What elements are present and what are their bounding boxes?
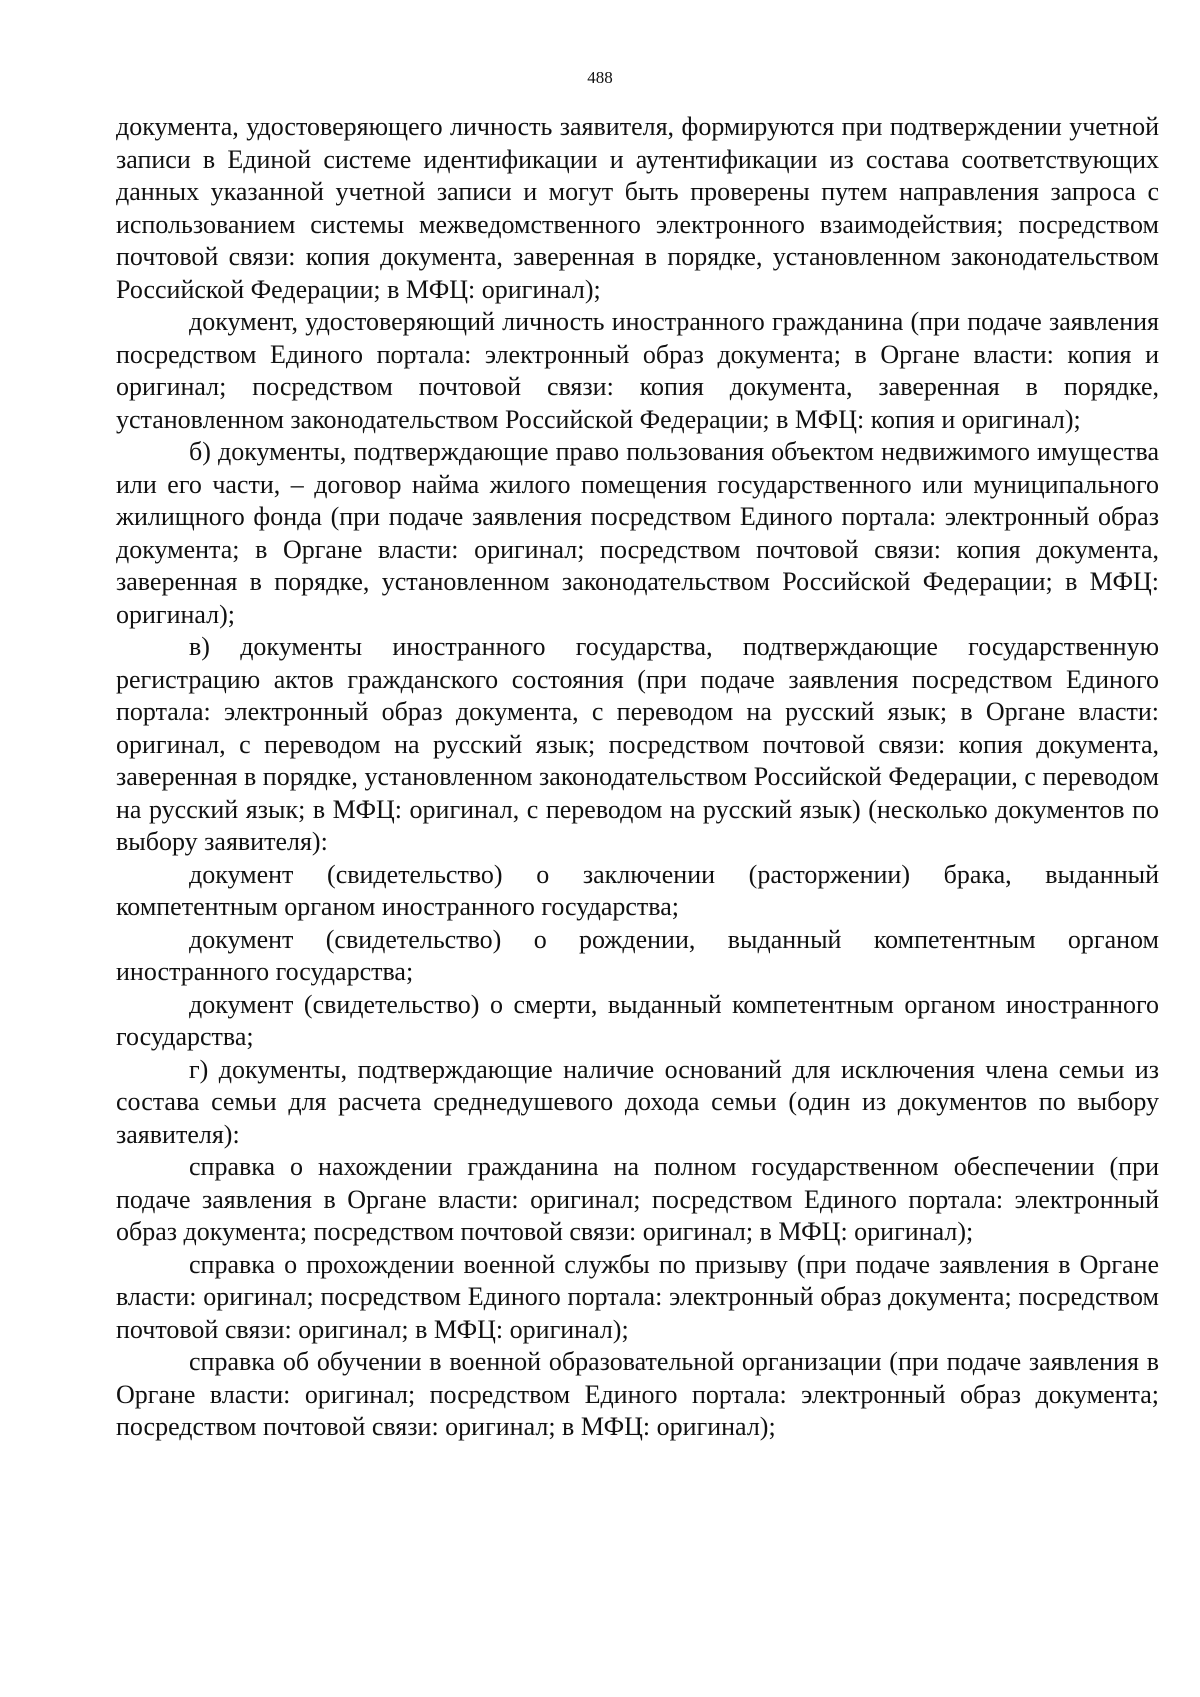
paragraph-military-education-certificate: справка об обучении в военной образовательной организации (при подаче заявления в Органе власти: оригинал; посредством Единого портала: электронный образ документа; посредством почтовой связи: оригинал; в МФЦ: оригинал); [116,1347,1159,1441]
paragraph-item-b-housing-rights: б) документы, подтверждающие право пользования объектом недвижимого имущества или его части, – договор найма жилого помещения государственного или муниципального жилищного фонда (при подаче заявления посредством Единого портала: электронный образ документа; в Органе власти: оригинал; посредством почтовой связи: копия документа, заверенная в порядке, установленном законодательством Российской Федерации; в МФЦ: оригинал); [116,437,1159,629]
paragraph-foreign-citizen-id: документ, удостоверяющий личность иностранного гражданина (при подаче заявления посредством Единого портала: электронный образ документа; в Органе власти: копия и оригинал; посредством почтовой связи: копия документа, заверенная в порядке, установленном законодательством Российской Федерации; в МФЦ: копия и оригинал); [116,307,1159,434]
paragraph-death-certificate: документ (свидетельство) о смерти, выданный компетентным органом иностранного государства; [116,989,1159,1051]
page-number: 488 [587,68,613,87]
paragraph-item-g-family-exclusion: г) документы, подтверждающие наличие оснований для исключения члена семьи из состава семьи для расчета среднедушевого дохода семьи (один из документов по выбору заявителя): [116,1054,1159,1149]
paragraph-state-support-certificate: справка о нахождении гражданина на полном государственном обеспечении (при подаче заявления в Органе власти: оригинал; посредством Единого портала: электронный образ документа; посредством почтовой связи: оригинал; в МФЦ: оригинал); [116,1152,1159,1246]
document-body [116,111,1159,1444]
paragraph-birth-certificate: документ (свидетельство) о рождении, выданный компетентным органом иностранного государства; [116,924,1159,986]
paragraph-marriage-certificate: документ (свидетельство) о заключении (расторжении) брака, выданный компетентным органом иностранного государства; [116,859,1159,921]
paragraph-item-v-foreign-civil-acts: в) документы иностранного государства, подтверждающие государственную регистрацию актов гражданского состояния (при подаче заявления посредством Единого портала: электронный образ документа, с переводом на русский язык; в Органе власти: оригинал, с переводом на русский язык; посредством почтовой связи: копия документа, заверенная в порядке, установленном законодательством Российской Федерации, с переводом на русский язык; в МФЦ: оригинал, с переводом на русский язык) (несколько документов по выбору заявителя): [116,632,1159,856]
paragraph-military-service-certificate: справка о прохождении военной службы по призыву (при подаче заявления в Органе власти: оригинал; посредством Единого портала: электронный образ документа; посредством почтовой связи: оригинал; в МФЦ: оригинал); [116,1249,1159,1344]
paragraph-identity-document-continuation: документа, удостоверяющего личность заявителя, формируются при подтверждении учетной записи в Единой системе идентификации и аутентификации из состава соответствующих данных указанной учетной записи и могут быть проверены путем направления запроса с использованием системы межведомственного электронного взаимодействия; посредством почтовой связи: копия документа, заверенная в порядке, установленном законодательством Российской Федерации; в МФЦ: оригинал); [116,112,1159,304]
